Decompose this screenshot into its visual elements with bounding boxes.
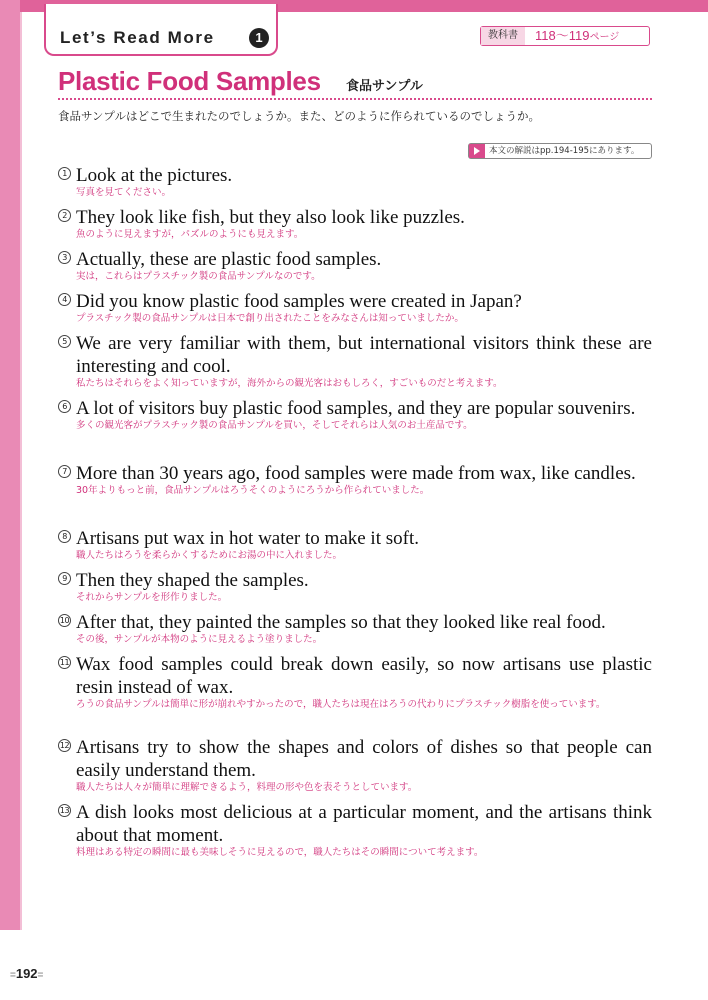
page-subtitle: 食品サンプル [346, 79, 423, 94]
sentence-english: A lot of visitors buy plastic food samples, and they are popular souvenirs. [76, 398, 636, 419]
sentence-number: 8 [58, 530, 71, 543]
sentence-number: 2 [58, 209, 71, 222]
sentence-english: We are very familiar with them, but international visitors think these are interesting and cool. [76, 333, 652, 377]
page-title: Plastic Food Samples [58, 66, 321, 96]
section-header-tab [44, 4, 278, 56]
sentence-9 [58, 569, 652, 605]
sentence-japanese: その後，サンプルが本物のように見えるよう塗りました。 [76, 634, 323, 645]
sentence-japanese: 職人たちは人々が簡単に理解できるよう，料理の形や色を表そうとしています。 [76, 782, 418, 793]
sentence-japanese: プラスチック製の食品サンプルは日本で創り出されたことをみなさんは知っていましたか。 [76, 313, 464, 324]
sentence-japanese: 職人たちはろうを柔らかくするためにお湯の中に入れました。 [76, 550, 343, 561]
page-number: =192= [10, 966, 44, 981]
intro-text: 食品サンプルはどこで生まれたのでしょうか。また、どのように作られているのでしょうか。 [58, 109, 540, 123]
sentence-number: 4 [58, 293, 71, 306]
sentence-english: Then they shaped the samples. [76, 570, 309, 591]
sentence-japanese: ろうの食品サンプルは簡単に形が崩れやすかったので，職人たちは現在はろうの代わりにプラスチック樹脂を使っています。 [76, 699, 606, 710]
sentence-japanese: 魚のように見えますが，パズルのようにも見えます。 [76, 229, 304, 240]
sentence-english: A dish looks most delicious at a particular moment, and the artisans think about that moment. [76, 802, 652, 846]
commentary-note [468, 143, 652, 159]
page-number-left-bars: = [10, 970, 16, 981]
page-number-right-bars: = [37, 970, 44, 981]
sentence-6 [58, 397, 652, 433]
sentence-english: Artisans try to show the shapes and colors of dishes so that people can easily understand them. [76, 737, 652, 781]
sentence-number: 1 [58, 167, 71, 180]
sentence-number: 5 [58, 335, 71, 348]
sentence-number: 13 [59, 806, 70, 815]
commentary-note-text: 本文の解説はpp.194-195にあります。 [489, 146, 640, 156]
sentence-number: 11 [59, 658, 70, 667]
sentence-number: 10 [59, 616, 70, 625]
sentence-number: 3 [58, 251, 71, 264]
title-divider [58, 98, 652, 100]
sentence-japanese: 私たちはそれらをよく知っていますが，海外からの観光客はおもしろく，すごいものだと考えます。 [76, 378, 503, 389]
sentence-5 [58, 332, 652, 391]
section-label: Let’s Read More [60, 28, 215, 47]
sentence-11 [58, 653, 652, 712]
sentence-japanese: 実は，これらはプラスチック製の食品サンプルなのです。 [76, 271, 321, 282]
section-number-badge: 1 [249, 28, 269, 48]
sentence-number: 7 [58, 465, 71, 478]
sentence-japanese: 30年よりもっと前，食品サンプルはろうそくのようにろうから作られていました。 [76, 485, 430, 496]
sentence-4 [58, 290, 652, 326]
sentence-english: Wax food samples could break down easily, so now artisans use plastic resin instead of wax. [76, 654, 652, 698]
sentence-english: They look like fish, but they also look like puzzles. [76, 207, 465, 228]
sentence-japanese: それからサンプルを形作りました。 [76, 592, 228, 603]
sentence-10 [58, 611, 652, 647]
textbook-label: 教科書 [481, 27, 525, 45]
sentence-1 [58, 164, 652, 200]
sentence-7 [58, 462, 652, 498]
sentence-english: More than 30 years ago, food samples were made from wax, like candles. [76, 463, 636, 484]
sentence-english: Did you know plastic food samples were created in Japan? [76, 291, 522, 312]
sentence-number: 6 [58, 400, 71, 413]
sentence-english: Look at the pictures. [76, 165, 233, 186]
sentence-3 [58, 248, 652, 284]
sentence-english: Actually, these are plastic food samples. [76, 249, 382, 270]
textbook-pages: 118～119ページ [535, 28, 620, 43]
arrow-right-icon [469, 144, 485, 158]
sentence-8 [58, 527, 652, 563]
sentence-number: 9 [58, 572, 71, 585]
sentence-english: Artisans put wax in hot water to make it soft. [76, 528, 419, 549]
sentence-13 [58, 801, 652, 860]
left-band-edge [20, 12, 22, 930]
sentence-2 [58, 206, 652, 242]
pages-unit: ページ [589, 32, 620, 43]
textbook-reference [480, 26, 650, 46]
sentence-japanese: 写真を見てください。 [76, 187, 172, 198]
sentence-japanese: 多くの観光客がプラスチック製の食品サンプルを買い，そしてそれらは人気のお土産品です。 [76, 420, 473, 431]
sentence-japanese: 料理はある特定の瞬間に最も美味しそうに見えるので，職人たちはその瞬間について考えます。 [76, 847, 484, 858]
sentence-english: After that, they painted the samples so that they looked like real food. [76, 612, 606, 633]
sentence-number: 12 [59, 741, 70, 750]
left-color-band [0, 0, 20, 930]
sentence-12 [58, 736, 652, 795]
